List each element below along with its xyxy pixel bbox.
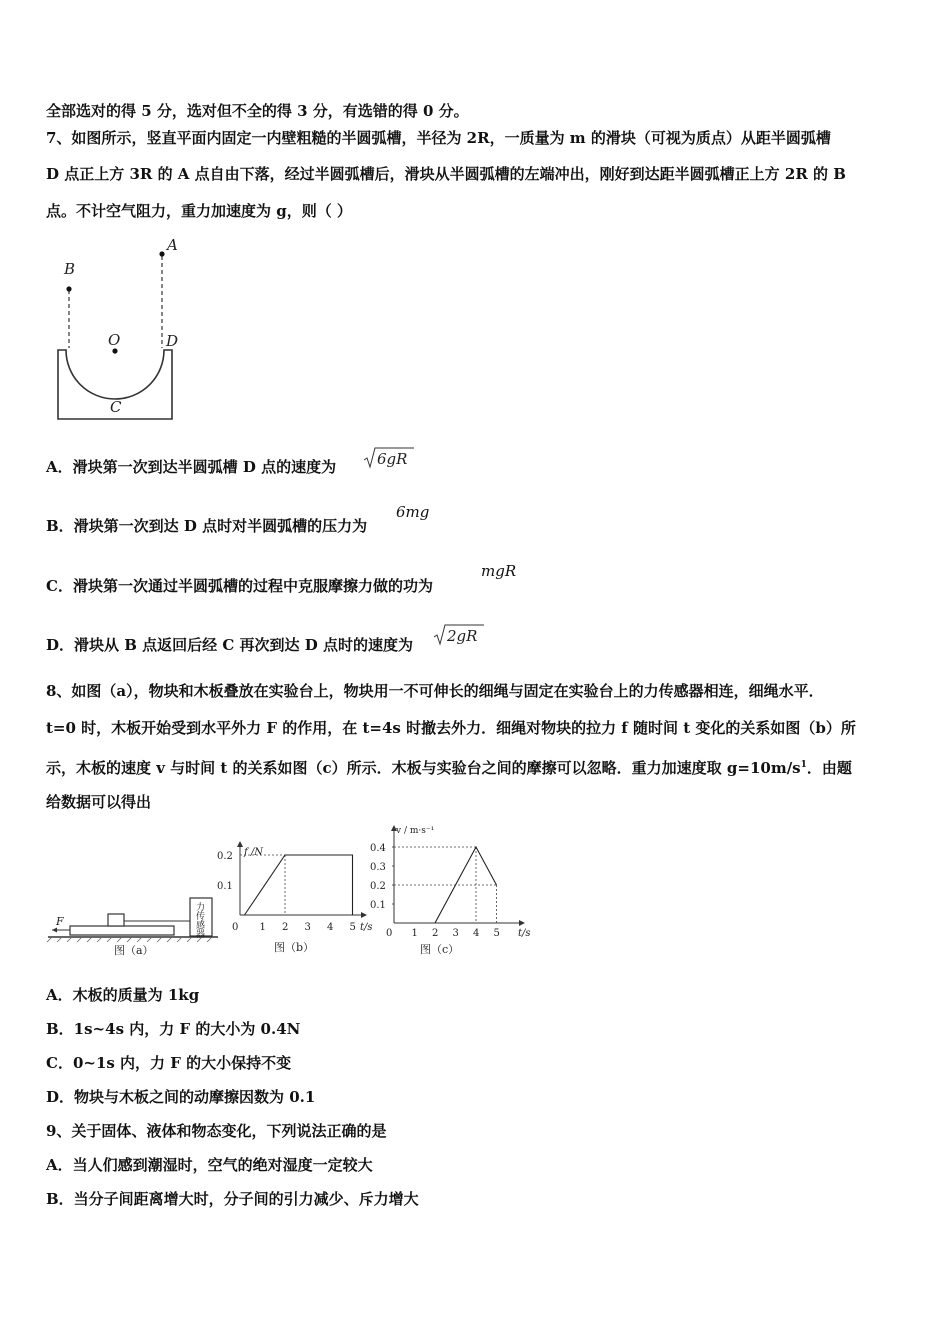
force-label: F — [56, 915, 64, 928]
sqrt-6gR-text: 6gR — [377, 450, 408, 468]
q7-option-d[interactable] — [46, 635, 413, 655]
fig-b-caption: 图（b） — [274, 941, 315, 954]
q8-line-1: 8、如图（a），物块和木板叠放在实验台上，物块用一不可伸长的细绳与固定在实验台上的力传感器相连，细绳水平． — [46, 682, 824, 700]
q8-line-3a: 示，木板的速度 v 与时间 t 的关系如图（c）所示．木板与实验台之间的摩擦可以忽略．重力加速度取 g=10m/s — [46, 759, 801, 777]
fig-b-xtick: 0 — [232, 922, 239, 933]
fig-b-plot — [217, 851, 356, 933]
sqrt-6gR — [362, 446, 416, 470]
q7-option-c-text: C．滑块第一次通过半圆弧槽的过程中克服摩擦力做的功为 — [46, 577, 433, 595]
fig-b-ytick: 0.1 — [217, 881, 233, 892]
fig-c-ytick: 0.4 — [370, 843, 386, 854]
label-c: C — [110, 398, 122, 416]
q9-option-a[interactable]: A．当人们感到潮湿时，空气的绝对湿度一定较大 — [46, 1156, 373, 1174]
q7-option-a[interactable] — [46, 457, 336, 477]
q7-option-d-text: D．滑块从 B 点返回后经 C 再次到达 D 点时的速度为 — [46, 636, 413, 654]
q8-option-a[interactable]: A．木板的质量为 1kg — [46, 986, 200, 1004]
fig-c-ytick: 0.3 — [370, 862, 386, 873]
fig-b-plateau-line — [285, 855, 353, 915]
q9-option-b[interactable]: B．当分子间距离增大时，分子间的引力减少、斥力增大 — [46, 1190, 419, 1208]
fig-c-xlabel: t/s — [518, 928, 531, 939]
fig-b-xtick: 1 — [259, 922, 266, 933]
q7-figure — [40, 230, 200, 430]
fig-c-caption: 图（c） — [420, 943, 460, 956]
point-a — [159, 251, 164, 256]
fig-c-ytick: 0.1 — [370, 900, 386, 911]
fig-b-rise-line — [245, 855, 286, 915]
fig-c-plot — [370, 843, 500, 939]
sqrt-2gR — [432, 623, 486, 647]
q7-line-1: 7、如图所示，竖直平面内固定一内壁粗糙的半圆弧槽，半径为 2R，一质量为 m 的滑块（可视为质点）从距半圆弧槽 — [46, 129, 831, 147]
fig-c-xtick: 5 — [493, 928, 500, 939]
q8-option-b[interactable]: B．1s~4s 内，力 F 的大小为 0.4N — [46, 1020, 301, 1038]
label-b: B — [64, 260, 76, 278]
fig-b-ylabel: f /N — [244, 847, 263, 858]
fig-b-xtick: 4 — [327, 922, 334, 933]
math-6mg: 6mg — [396, 503, 430, 521]
fig-b-xtick: 2 — [282, 922, 289, 933]
fig-c-ytick: 0.2 — [370, 881, 386, 892]
fig-b-xlabel: t/s — [360, 922, 373, 933]
q7-option-b[interactable] — [46, 516, 367, 536]
label-d: D — [166, 332, 179, 350]
q8-figure-c — [366, 820, 536, 960]
q7-option-b-text: B．滑块第一次到达 D 点时对半圆弧槽的压力为 — [46, 517, 368, 535]
q8-figure-b — [212, 838, 382, 960]
fig-b-xtick: 5 — [349, 922, 356, 933]
point-o — [112, 348, 117, 353]
q7-line-3: 点。不计空气阻力，重力加速度为 g，则（ ） — [46, 202, 352, 220]
fig-c-xtick: 2 — [432, 928, 439, 939]
q8-line-4: 给数据可以得出 — [46, 793, 152, 811]
q7-option-a-text: A．滑块第一次到达半圆弧槽 D 点的速度为 — [46, 458, 337, 476]
fig-b-ytick: 0.2 — [217, 851, 233, 862]
q7-option-c[interactable] — [46, 576, 433, 596]
q8-figure-a — [44, 888, 224, 960]
q7-line-2: D 点正上方 3R 的 A 点自由下落，经过半圆弧槽后，滑块从半圆弧槽的左端冲出，刚好到达距半圆弧槽正上方 2R 的 B — [46, 165, 846, 183]
q8-option-c[interactable]: C．0~1s 内，力 F 的大小保持不变 — [46, 1054, 292, 1072]
fig-b-xtick: 3 — [304, 922, 311, 933]
fig-c-xtick: 4 — [473, 928, 480, 939]
math-mgR: mgR — [481, 562, 517, 580]
q9-stem: 9、关于固体、液体和物态变化，下列说法正确的是 — [46, 1122, 387, 1140]
label-o: O — [108, 331, 121, 349]
q8-line-3 — [46, 755, 852, 778]
board — [70, 926, 174, 935]
fig-a-caption: 图（a） — [114, 944, 154, 957]
fig-c-xtick: 0 — [386, 928, 393, 939]
q8-line-3-sup: 1 — [800, 760, 807, 770]
point-b — [66, 286, 71, 291]
fig-c-ylabel: v / m·s⁻¹ — [396, 826, 435, 836]
scoring-intro: 全部选对的得 5 分，选对但不全的得 3 分，有选错的得 0 分。 — [46, 102, 469, 120]
sqrt-2gR-text: 2gR — [447, 627, 478, 645]
label-a: A — [167, 236, 178, 254]
fig-c-xtick: 1 — [411, 928, 418, 939]
sensor-label: 力传感器 — [194, 902, 204, 938]
fig-c-xtick: 3 — [452, 928, 459, 939]
q8-line-3b: ．由题 — [806, 759, 852, 777]
q8-line-2: t=0 时，木板开始受到水平外力 F 的作用，在 t=4s 时撤去外力．细绳对物块的拉力 f 随时间 t 变化的关系如图（b）所 — [46, 719, 856, 737]
q8-option-d[interactable]: D．物块与木板之间的动摩擦因数为 0.1 — [46, 1088, 316, 1106]
block — [108, 914, 124, 926]
